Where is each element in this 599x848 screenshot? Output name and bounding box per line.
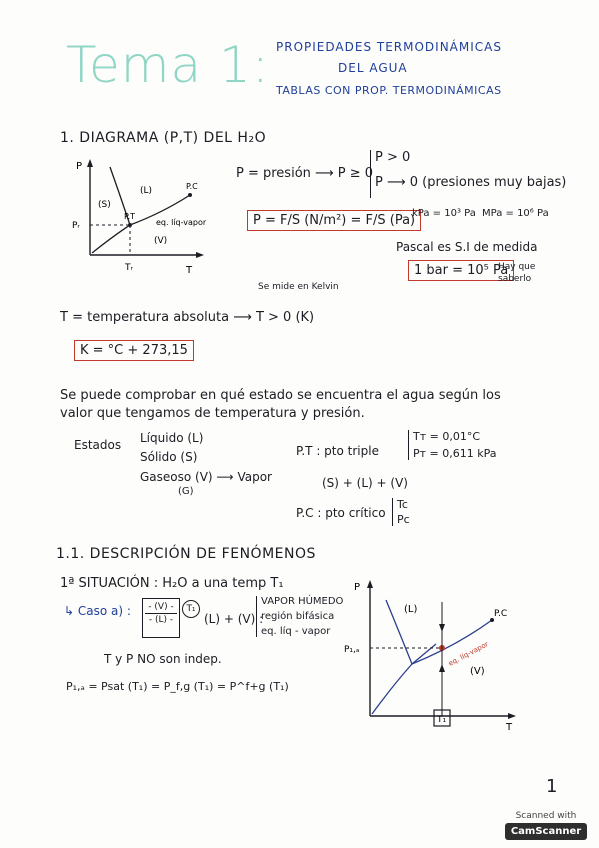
page-title: Tema 1: <box>66 36 270 94</box>
pc-temperature: Tc <box>397 498 408 511</box>
pc-label: P.C : pto crítico <box>296 506 386 520</box>
scanner-badge <box>501 811 591 840</box>
vapor-humedo: VAPOR HÚMEDO <box>261 596 344 607</box>
t-p-not-indep: T y P NO son indep. <box>104 652 222 666</box>
bar-conversion: 1 bar = 10⁵ Pa <box>408 260 514 281</box>
pc-pressure: Pc <box>397 513 410 526</box>
phases-sum: (S) + (L) + (V) <box>322 476 408 490</box>
temperature-def: T = temperatura absoluta ⟶ T > 0 (K) <box>60 310 315 325</box>
pressure-bracket <box>370 150 566 198</box>
d1-tr: Tᵣ <box>125 263 133 273</box>
situacion-1: 1ª SITUACIÓN : H₂O a una temp T₁ <box>60 576 284 591</box>
scanner-line-1: Scanned with <box>515 811 577 821</box>
d1-pr: Pᵣ <box>72 221 80 231</box>
estado-solido: Sólido (S) <box>140 450 198 464</box>
psat-formula: P₁,ₐ = Psat (T₁) = P_f,g (T₁) = P^f+g (T₁) <box>66 680 289 693</box>
phase-diagram-1 <box>62 155 222 280</box>
pt-label: P.T : pto triple <box>296 444 379 458</box>
box-liquid: - (L) - <box>148 615 174 625</box>
d2-p-axis: P <box>354 582 361 593</box>
box-vapor: - (V) - <box>148 602 174 612</box>
page-number: 1 <box>546 776 558 797</box>
d2-eq: eq. líq-vapor <box>447 640 490 668</box>
p-to-zero: P ⟶ 0 (presiones muy bajas) <box>375 175 567 190</box>
pascal-note: Pascal es S.I de medida <box>396 240 538 254</box>
kelvin-formula: K = °C + 273,15 <box>74 340 194 361</box>
region-bifasica: región bifásica <box>261 611 335 622</box>
d1-pc: P.C <box>186 182 198 191</box>
d2-liquid: (L) <box>404 604 418 615</box>
d2-t1: T₁ <box>437 715 447 725</box>
d1-pt: P.T <box>124 212 136 221</box>
eq-liq-vapor: eq. líq - vapor <box>261 626 331 637</box>
lv-label: (L) + (V) : <box>204 612 264 626</box>
t1-circle-label: T₁ <box>186 604 196 614</box>
kpa-conversion: kPa = 10³ Pa <box>412 208 476 219</box>
pressure-def: P = presión ⟶ P ≥ 0 <box>236 166 374 181</box>
kelvin-note: Se mide en Kelvin <box>258 282 339 292</box>
lv-bracket <box>256 596 343 637</box>
container-box <box>142 598 180 638</box>
camscanner-logo: CamScanner <box>505 823 587 840</box>
pc-bracket <box>392 498 410 526</box>
mpa-conversion: MPa = 10⁶ Pa <box>482 208 549 219</box>
subtitle-line-1: PROPIEDADES TERMODINÁMICAS <box>276 40 502 54</box>
d2-t-axis: T <box>506 722 513 733</box>
subtitle-line-2: DEL AGUA <box>338 61 408 75</box>
estados-label: Estados <box>74 438 122 452</box>
d2-vapor: (V) <box>470 666 485 677</box>
bar-note-1: Hay que <box>498 262 536 272</box>
pt-temperature: Tᴛ = 0,01°C <box>413 430 481 443</box>
d1-liquid: (L) <box>140 186 153 196</box>
p-greater-zero: P > 0 <box>375 150 411 165</box>
estado-liquido: Líquido (L) <box>140 431 204 445</box>
d1-eq: eq. líq-vapor <box>156 218 207 227</box>
d2-pc: P.C <box>494 609 508 619</box>
section-1-heading: 1. DIAGRAMA (P,T) DEL H₂O <box>60 130 267 146</box>
pt-pressure: Pᴛ = 0,611 kPa <box>413 447 497 460</box>
pressure-formula: P = F/S (N/m²) = F/S (Pa) <box>247 210 421 231</box>
subtitle-line-3: TABLAS CON PROP. TERMODINÁMICAS <box>276 84 502 97</box>
d1-solid: (S) <box>98 200 111 210</box>
d1-t-axis: T <box>186 265 193 276</box>
d2-p1a: P₁,ₐ <box>344 645 360 655</box>
pt-bracket <box>408 430 497 460</box>
estado-g: (G) <box>178 486 194 497</box>
paragraph-line-1: Se puede comprobar en qué estado se encuentra el agua según los <box>60 388 501 403</box>
section-1-1-heading: 1.1. DESCRIPCIÓN DE FENÓMENOS <box>56 546 316 562</box>
t1-circle <box>182 600 200 618</box>
paragraph-line-2: valor que tengamos de temperatura y presión. <box>60 406 365 421</box>
caso-a: ↳ Caso a) : <box>64 604 131 618</box>
d1-vapor: (V) <box>154 236 168 246</box>
d1-p-axis: P <box>76 161 83 172</box>
bar-note-2: saberlo <box>498 274 532 284</box>
estado-gaseoso: Gaseoso (V) ⟶ Vapor <box>140 470 272 484</box>
phase-diagram-2 <box>346 574 526 734</box>
